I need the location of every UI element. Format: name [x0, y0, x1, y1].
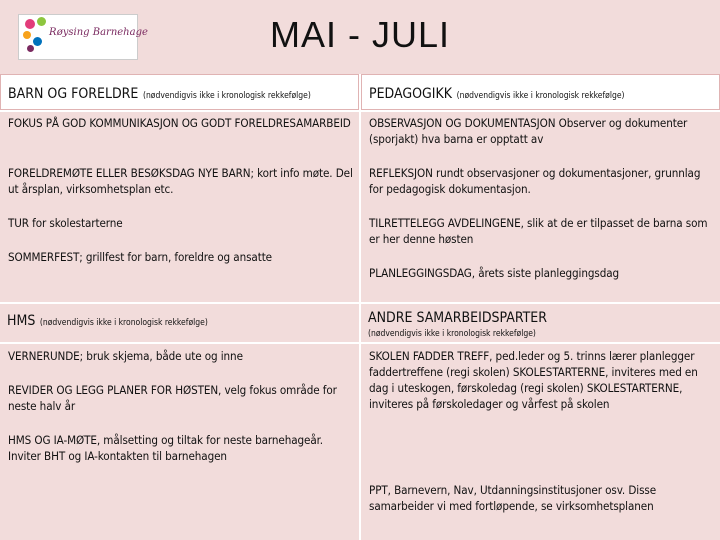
list-item: FORELDREMØTE ELLER BESØKSDAG NYE BARN; kort info møte. Del ut årsplan, virksomhetsplan etc. [8, 166, 353, 196]
logo-text: Røysing Barnehage [49, 27, 148, 38]
list-item: PPT, Barnevern, Nav, Utdanningsinstitusjoner osv. Disse samarbeider vi med fortløpende, se virksomhetsplanen [369, 483, 657, 513]
andre-header-cell [361, 304, 720, 342]
pedagogikk-heading: PEDAGOGIKK [369, 86, 453, 102]
list-item: SOMMERFEST; grillfest for barn, foreldre og ansatte [8, 250, 273, 264]
hms-body-cell [0, 344, 359, 540]
hms-header-cell [0, 304, 359, 342]
hms-heading: HMS [7, 313, 36, 329]
list-item: TUR for skolestarterne [8, 216, 123, 230]
hms-note: (nødvendigvis ikke i kronologisk rekkefølge) [39, 318, 208, 328]
barn-note: (nødvendigvis ikke i kronologisk rekkefølge) [142, 91, 311, 101]
row-divider [0, 302, 720, 304]
list-item: HMS OG IA-MØTE, målsetting og tiltak for neste barnehageår. Inviter BHT og IA-kontakten til barnehagen [8, 433, 323, 463]
list-item: REFLEKSJON rundt observasjoner og dokumentasjoner, grunnlag for pedagogisk dokumentasjon. [369, 166, 701, 196]
andre-body-cell [361, 344, 720, 540]
barn-header-cell [0, 74, 359, 110]
row-divider [0, 110, 720, 112]
pedagogikk-header-cell [361, 74, 720, 110]
pedagogikk-note: (nødvendigvis ikke i kronologisk rekkefølge) [456, 91, 625, 101]
andre-note: (nødvendigvis ikke i kronologisk rekkefølge) [368, 329, 536, 339]
row-divider [0, 342, 720, 344]
list-item: OBSERVASJON OG DOKUMENTASJON Observer og dokumenter (sporjakt) hva barna er opptatt av [369, 116, 688, 146]
list-item: FOKUS PÅ GOD KOMMUNIKASJON OG GODT FORELDRESAMARBEID [8, 116, 351, 130]
list-item: VERNERUNDE; bruk skjema, både ute og inne [8, 349, 243, 363]
column-divider [359, 74, 361, 540]
list-item: REVIDER OG LEGG PLANER FOR HØSTEN, velg fokus område for neste halv år [8, 383, 337, 413]
barn-body-cell [0, 112, 359, 302]
list-item: PLANLEGGINGSDAG, årets siste planleggingsdag [369, 266, 620, 280]
pedagogikk-body-cell [361, 112, 720, 302]
list-item: SKOLEN FADDER TREFF, ped.leder og 5. trinns lærer planlegger faddertreffene (regi skolen) SKOLESTARTERNE, inviteres med en dag i uteskogen, førskoledag (regi skolen) SKOLESTARTERNE, inviteres på førskoledager og vårfest på skolen [369, 349, 698, 411]
page-title: MAI - JULI [269, 14, 450, 55]
andre-heading: ANDRE SAMARBEIDSPARTER [368, 310, 547, 326]
title-bar [0, 0, 720, 72]
list-item: TILRETTELEGG AVDELINGENE, slik at de er tilpasset de barna som er her denne høsten [369, 216, 708, 246]
barn-heading: BARN OG FORELDRE [8, 86, 139, 102]
